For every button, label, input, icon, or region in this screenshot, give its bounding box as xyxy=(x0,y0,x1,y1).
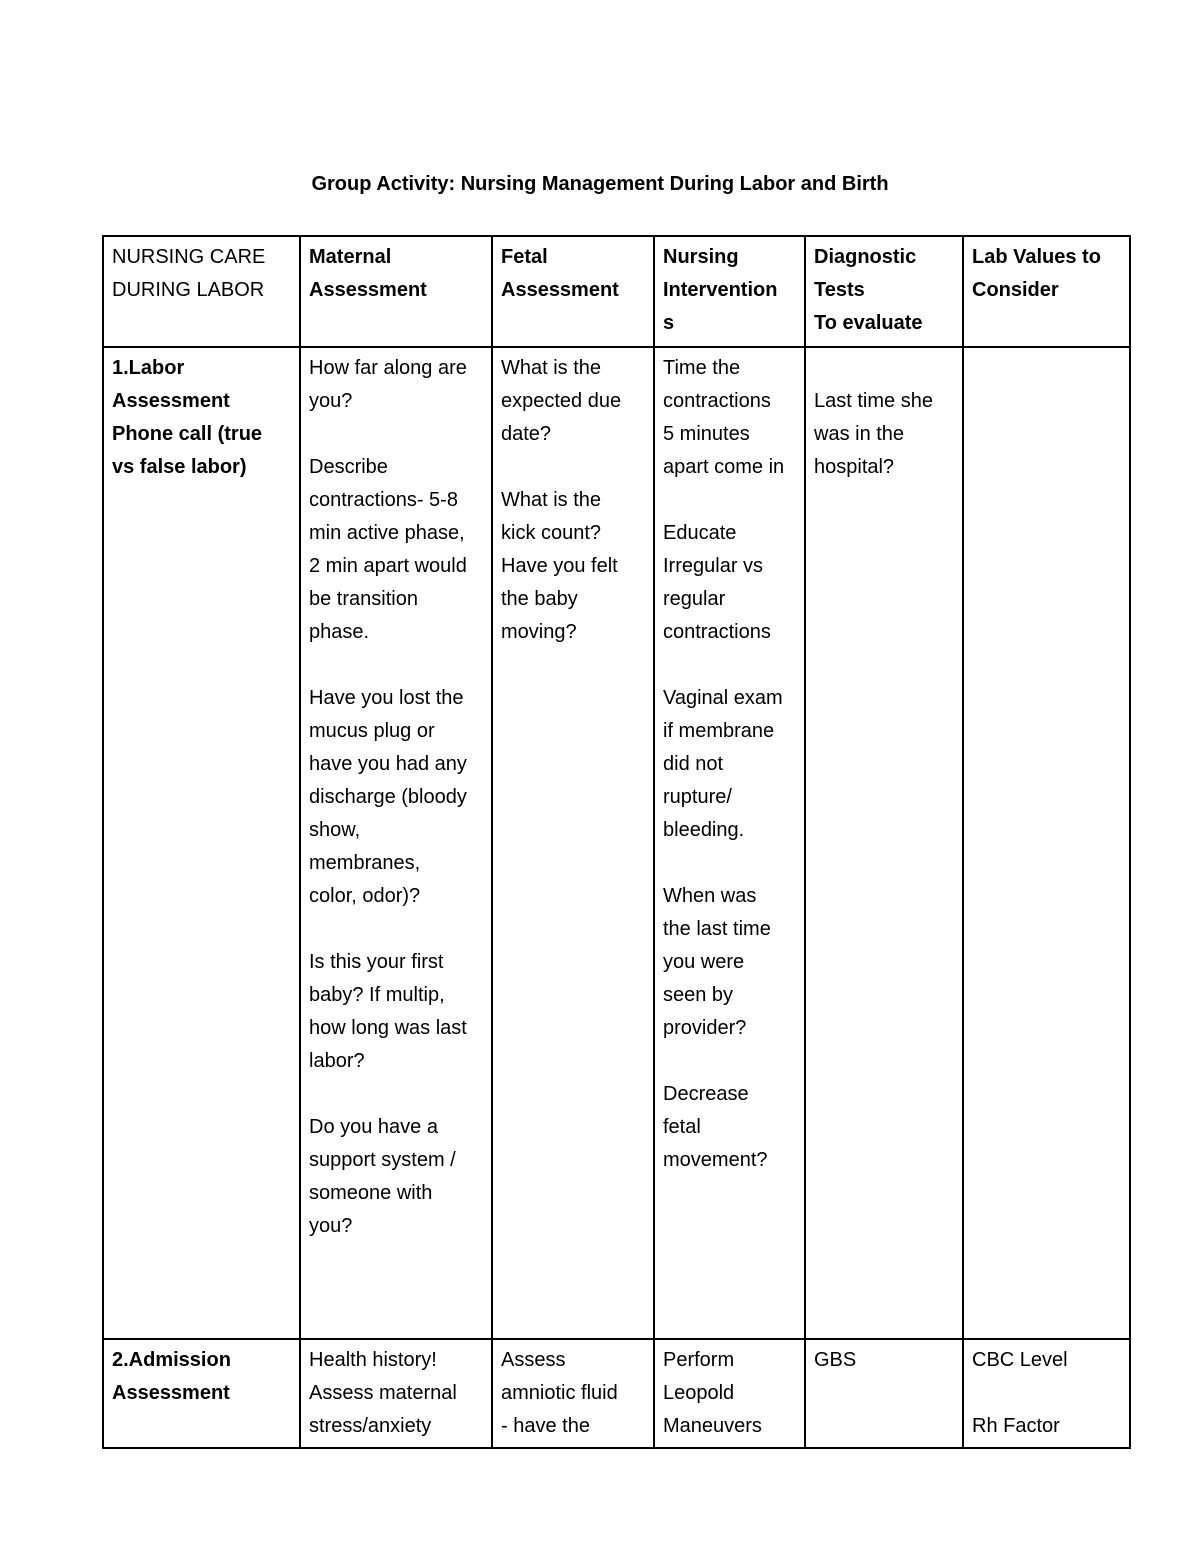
cell-care-category xyxy=(103,1339,300,1448)
cell-lab-values xyxy=(963,347,1130,1339)
header-label: Nursing Intervention s xyxy=(663,246,778,334)
cell-text: Perform Leopold Maneuvers xyxy=(663,1349,762,1437)
header-cell-lab-values xyxy=(963,236,1130,347)
header-cell-maternal-assessment xyxy=(300,236,492,347)
cell-text: How far along are you? Describe contractions- 5-8 min active phase, 2 min apart would be transition phase. Have you lost the mucus plug or have you had any discharge (bloody show, membranes, color, odor)? Is this your first baby? If multip, how long was last labor? Do you have a support system / someone with you? xyxy=(309,357,467,1237)
table-header-row xyxy=(103,236,1130,347)
header-label: NURSING CARE DURING LABOR xyxy=(112,246,266,301)
header-cell-fetal-assessment xyxy=(492,236,654,347)
cell-fetal-assessment xyxy=(492,1339,654,1448)
cell-text: 1.Labor Assessment Phone call (true vs false labor) xyxy=(112,357,263,478)
cell-text: CBC Level Rh Factor xyxy=(972,1349,1068,1437)
header-label: Fetal Assessment xyxy=(501,246,619,301)
header-cell-diagnostic-tests xyxy=(805,236,963,347)
cell-text: What is the expected due date? What is the kick count? Have you felt the baby moving? xyxy=(501,357,622,643)
cell-care-category xyxy=(103,347,300,1339)
cell-text: Last time she was in the hospital? xyxy=(814,390,933,478)
cell-fetal-assessment xyxy=(492,347,654,1339)
cell-text: GBS xyxy=(814,1349,857,1371)
header-cell-nursing-care xyxy=(103,236,300,347)
cell-text: Time the contractions 5 minutes apart come in Educate Irregular vs regular contractions Vaginal exam if membrane did not rupture/ bleeding. When was the last time you were seen by provider? Decrease fetal movement? xyxy=(663,357,785,1171)
cell-nursing-interventions xyxy=(654,347,805,1339)
cell-text: 2.Admission Assessment xyxy=(112,1349,231,1404)
header-label: Diagnostic Tests To evaluate xyxy=(814,246,923,334)
cell-diagnostic-tests xyxy=(805,1339,963,1448)
care-plan-table xyxy=(102,235,1131,1449)
document-title: Group Activity: Nursing Management During Labor and Birth xyxy=(311,173,889,195)
cell-maternal-assessment xyxy=(300,1339,492,1448)
cell-text: Assess amniotic fluid - have the xyxy=(501,1349,618,1437)
table-row xyxy=(103,347,1130,1339)
cell-nursing-interventions xyxy=(654,1339,805,1448)
cell-maternal-assessment xyxy=(300,347,492,1339)
table-row xyxy=(103,1339,1130,1448)
header-cell-nursing-interventions xyxy=(654,236,805,347)
header-label: Maternal Assessment xyxy=(309,246,427,301)
header-label: Lab Values to Consider xyxy=(972,246,1101,301)
cell-text: Health history! Assess maternal stress/anxiety xyxy=(309,1349,457,1437)
cell-diagnostic-tests xyxy=(805,347,963,1339)
cell-lab-values xyxy=(963,1339,1130,1448)
